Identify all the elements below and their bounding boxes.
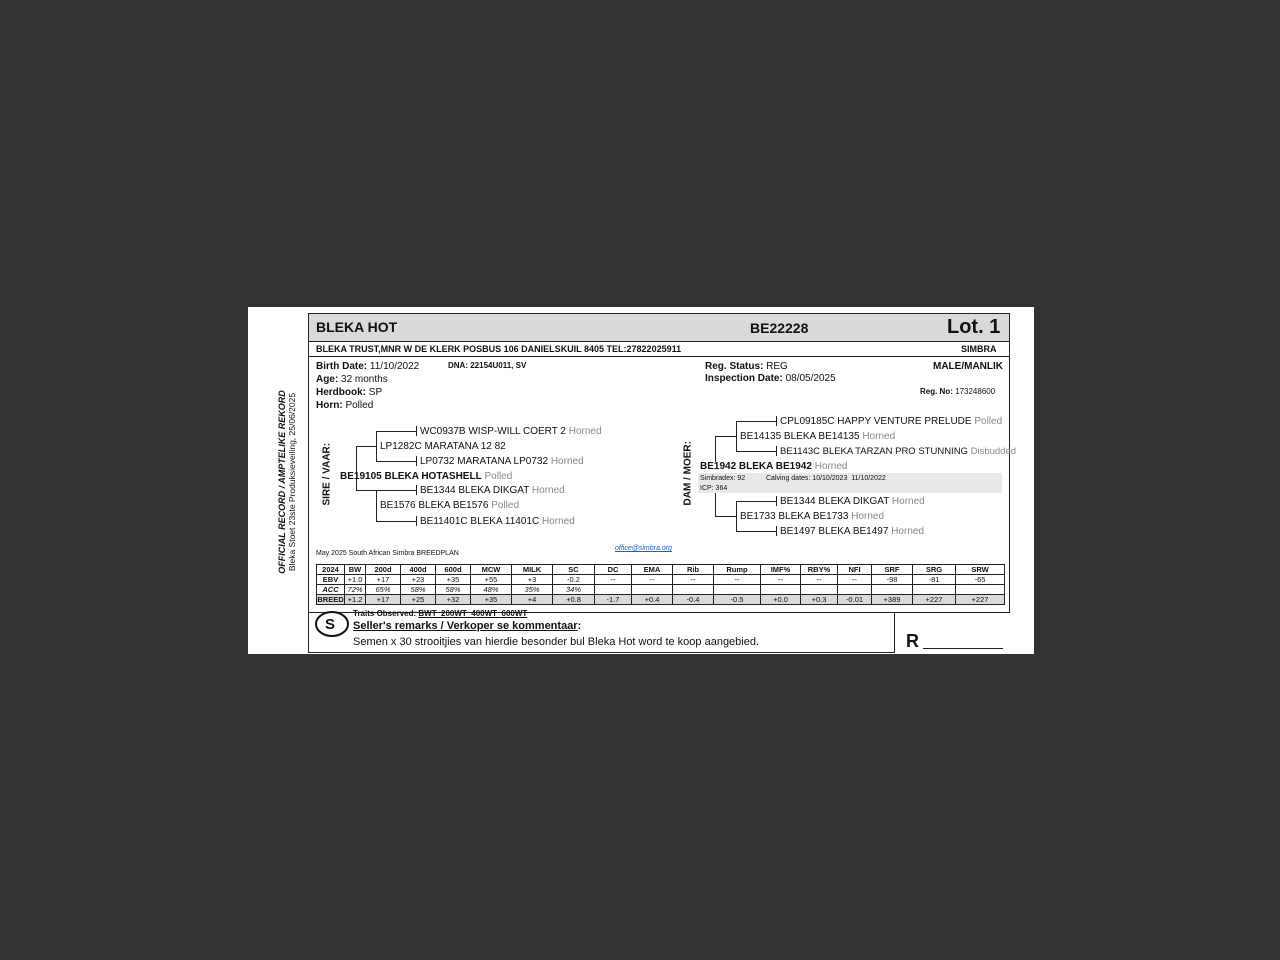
breed-cell-7: +0.8 bbox=[553, 595, 595, 605]
ebv-cell-14: -- bbox=[838, 575, 872, 585]
inspection-date-value: 08/05/2025 bbox=[785, 373, 836, 384]
breed-cell-2: +17 bbox=[366, 595, 401, 605]
ebv-cell-3: +23 bbox=[401, 575, 436, 585]
dam-bracket-top bbox=[715, 436, 716, 462]
traits-label: Traits Observed: bbox=[353, 609, 417, 618]
price-prefix: R bbox=[906, 631, 919, 651]
sire-horn: Polled bbox=[484, 471, 513, 482]
breed-row bbox=[317, 595, 1005, 605]
breed-cell-13: +0.3 bbox=[801, 595, 838, 605]
breed-cell-11: -0.5 bbox=[714, 595, 761, 605]
d-horn: Polled bbox=[491, 500, 520, 511]
ebv-cell-4: +35 bbox=[436, 575, 471, 585]
ebv-header-cell-0: 2024 bbox=[317, 565, 345, 575]
acc-cell-2: 65% bbox=[366, 585, 401, 595]
title-band bbox=[309, 314, 1009, 342]
acc-cell-3: 58% bbox=[401, 585, 436, 595]
reg-no-label: Reg. No: bbox=[920, 387, 953, 396]
breed-cell-17: +227 bbox=[956, 595, 1005, 605]
dna-value: 22154U011, SV bbox=[470, 361, 527, 370]
simbra-logo-icon bbox=[314, 607, 350, 639]
breed-cell-8: -1.7 bbox=[595, 595, 632, 605]
ebv-cell-2: +17 bbox=[366, 575, 401, 585]
acc-row bbox=[317, 585, 1005, 595]
traits-observed bbox=[353, 609, 527, 618]
dam-label: DAM / MOER: bbox=[682, 441, 694, 506]
acc-cell-9 bbox=[632, 585, 673, 595]
ebv-header-row bbox=[317, 565, 1005, 575]
breed-cell-0: BREED bbox=[317, 595, 344, 604]
ebv-cell-10: -- bbox=[673, 575, 714, 585]
dam-name: BE1942 BLEKA BE1942 bbox=[700, 461, 812, 472]
simbradex: Simbradex: 92 bbox=[700, 475, 746, 482]
owner-divider bbox=[309, 356, 1009, 357]
acc-cell-0: ACC bbox=[317, 585, 345, 595]
acc-cell-10 bbox=[673, 585, 714, 595]
price-line[interactable] bbox=[923, 648, 1003, 649]
ebv-header-cell-4: 600d bbox=[436, 565, 471, 575]
icp: ICP: 364 bbox=[700, 485, 728, 492]
breed-cell-9: +0.4 bbox=[632, 595, 673, 605]
ebv-cell-1: +1.0 bbox=[345, 575, 366, 585]
birth-date-label: Birth Date: bbox=[316, 361, 368, 372]
price-divider bbox=[894, 613, 895, 653]
breed-cell-10: -0.4 bbox=[673, 595, 714, 605]
dam-sd-horn: Disbudded bbox=[970, 446, 1017, 457]
reg-status-value: REG bbox=[766, 361, 788, 372]
dd-name: BE11401C BLEKA 11401C bbox=[420, 516, 540, 527]
ds-name: BE1344 BLEKA DIKGAT bbox=[420, 485, 530, 496]
ss-horn: Horned bbox=[568, 426, 602, 437]
ebv-cell-0: EBV bbox=[317, 575, 345, 585]
acc-cell-13 bbox=[801, 585, 838, 595]
birth-date bbox=[316, 361, 419, 372]
dam-sd-name: BE1143C BLEKA TARZAN PRO STUNNING bbox=[780, 446, 968, 457]
ebv-header-cell-3: 400d bbox=[401, 565, 436, 575]
breed-cell-5: +35 bbox=[471, 595, 512, 605]
ebv-cell-9: -- bbox=[632, 575, 673, 585]
breed-cell-3: +25 bbox=[401, 595, 436, 605]
dam-sire-dam bbox=[780, 446, 1016, 457]
ebv-header-cell-5: MCW bbox=[471, 565, 512, 575]
sire-sire-bracket bbox=[376, 431, 377, 461]
acc-cell-11 bbox=[714, 585, 761, 595]
dam-dd-horn: Horned bbox=[891, 526, 925, 537]
dna-label: DNA: bbox=[448, 361, 468, 370]
sire-label: SIRE / VAAR: bbox=[321, 442, 333, 506]
remarks-title-text: Seller's remarks / Verkoper se kommentaar bbox=[353, 620, 578, 632]
birth-date-value: 11/10/2022 bbox=[369, 361, 420, 372]
owner-details: BLEKA TRUST,MNR W DE KLERK POSBUS 106 DANIELSKUIL 8405 TEL:27822025911 bbox=[316, 344, 682, 354]
ebv-cell-8: -- bbox=[595, 575, 632, 585]
ds-horn: Horned bbox=[531, 485, 565, 496]
ebv-header-cell-2: 200d bbox=[366, 565, 401, 575]
animal-name: BLEKA HOT bbox=[316, 319, 398, 335]
breed-cell-6: +4 bbox=[512, 595, 553, 605]
dam-sire-sire bbox=[780, 416, 1002, 427]
acc-cell-12 bbox=[761, 585, 801, 595]
breed-cell-12: +0.0 bbox=[761, 595, 801, 605]
lot-number: Lot. 1 bbox=[947, 316, 1001, 338]
sd-horn: Horned bbox=[550, 456, 584, 467]
dam-ss-horn: Polled bbox=[974, 416, 1003, 427]
ebv-header-cell-11: Rump bbox=[714, 565, 761, 575]
dam-main bbox=[700, 461, 848, 472]
sire-dam bbox=[380, 500, 519, 511]
ebv-row bbox=[317, 575, 1005, 585]
traits-value: BWT 200WT 400WT 600WT bbox=[418, 609, 528, 618]
sire-dam-sire bbox=[420, 485, 565, 496]
side-caption bbox=[277, 332, 303, 632]
dam-ss-name: CPL09185C HAPPY VENTURE PRELUDE bbox=[780, 416, 972, 427]
acc-cell-5: 48% bbox=[471, 585, 512, 595]
sire-name: BE19105 BLEKA HOTASHELL bbox=[340, 471, 482, 482]
breed-cell-14: -0.01 bbox=[838, 595, 872, 605]
ebv-header-cell-15: SRF bbox=[872, 565, 913, 575]
dam-sire bbox=[740, 431, 895, 442]
ebv-header-cell-8: DC bbox=[595, 565, 632, 575]
ebv-header-cell-9: EMA bbox=[632, 565, 673, 575]
sire-sire bbox=[380, 441, 506, 452]
dam-dd-name: BE1497 BLEKA BE1497 bbox=[780, 526, 889, 537]
inspection-date-label: Inspection Date: bbox=[705, 373, 783, 384]
breedplan-caption: May 2025 South African Simbra BREEDPLAN bbox=[316, 550, 459, 557]
remarks-title: Seller's remarks / Verkoper se kommentaar: bbox=[353, 620, 582, 632]
acc-cell-4: 58% bbox=[436, 585, 471, 595]
ebv-cell-12: -- bbox=[761, 575, 801, 585]
breed-cell-1: +1.2 bbox=[345, 595, 366, 605]
sex: MALE/MANLIK bbox=[933, 361, 1003, 372]
acc-cell-8 bbox=[595, 585, 632, 595]
sire-sire-dam bbox=[420, 456, 584, 467]
dam-dam-dam bbox=[780, 526, 924, 537]
sale-name: Bleka Stoet 23ste Produksieveiling, 25/06/2025 bbox=[287, 392, 297, 572]
dam-d-horn: Horned bbox=[851, 511, 885, 522]
sire-dam-bracket bbox=[376, 490, 377, 521]
reg-no-value: 173248600 bbox=[955, 387, 996, 396]
ebv-table bbox=[316, 564, 1005, 605]
ebv-header-cell-13: RBY% bbox=[801, 565, 838, 575]
ebv-header-cell-14: NFI bbox=[838, 565, 872, 575]
horn-value: Polled bbox=[345, 400, 374, 411]
age bbox=[316, 374, 388, 385]
sire-bracket bbox=[356, 446, 357, 491]
dam-s-horn: Horned bbox=[862, 431, 896, 442]
inspection-date bbox=[705, 373, 836, 384]
breed-cell-16: +227 bbox=[913, 595, 956, 605]
d-name: BE1576 BLEKA BE1576 bbox=[380, 500, 489, 511]
ebv-cell-11: -- bbox=[714, 575, 761, 585]
acc-cell-16 bbox=[913, 585, 956, 595]
ss-name: WC0937B WISP-WILL COERT 2 bbox=[420, 426, 566, 437]
ebv-cell-17: -65 bbox=[956, 575, 1005, 585]
dd-horn: Horned bbox=[541, 516, 575, 527]
ebv-header-cell-17: SRW bbox=[956, 565, 1005, 575]
dam-s-name: BE14135 BLEKA BE14135 bbox=[740, 431, 860, 442]
sire-main bbox=[340, 471, 512, 482]
calving-dates: Calving dates: 10/10/2023 11/10/2022 bbox=[766, 475, 886, 482]
s-name: LP1282C MARATANA 12 82 bbox=[380, 441, 506, 452]
sire-dam-dam bbox=[420, 516, 575, 527]
dam-dam bbox=[740, 511, 884, 522]
dam-bracket-bottom bbox=[715, 493, 716, 516]
reg-status bbox=[705, 361, 788, 372]
dna-info bbox=[448, 361, 526, 370]
ebv-header-cell-12: IMF% bbox=[761, 565, 801, 575]
ebv-cell-7: -0.2 bbox=[553, 575, 595, 585]
age-label: Age: bbox=[316, 374, 339, 385]
sire-sire-sire bbox=[420, 426, 602, 437]
dam-horn: Horned bbox=[814, 461, 848, 472]
acc-cell-7: 34% bbox=[553, 585, 595, 595]
dam-ds-name: BE1344 BLEKA DIKGAT bbox=[780, 496, 890, 507]
ebv-cell-16: -81 bbox=[913, 575, 956, 585]
acc-cell-1: 72% bbox=[345, 585, 366, 595]
acc-cell-15 bbox=[872, 585, 913, 595]
ebv-header-cell-1: BW bbox=[345, 565, 366, 575]
acc-cell-6: 35% bbox=[512, 585, 553, 595]
ebv-cell-13: -- bbox=[801, 575, 838, 585]
ebv-header-cell-10: Rib bbox=[673, 565, 714, 575]
herdbook-label: Herdbook: bbox=[316, 387, 366, 398]
sd-name: LP0732 MARATANA LP0732 bbox=[420, 456, 549, 467]
acc-cell-14 bbox=[838, 585, 872, 595]
ebv-header-cell-16: SRG bbox=[913, 565, 956, 575]
remarks-text: Semen x 30 strooitjies van hierdie besonder bul Bleka Hot word te koop aangebied. bbox=[353, 636, 760, 648]
acc-cell-17 bbox=[956, 585, 1005, 595]
herdbook-value: SP bbox=[368, 387, 383, 398]
age-value: 32 months bbox=[341, 374, 388, 385]
ebv-header-cell-6: MILK bbox=[512, 565, 553, 575]
ebv-header-cell-7: SC bbox=[553, 565, 595, 575]
official-record-label: OFFICIAL RECORD / AMPTELIKE REKORD bbox=[277, 390, 287, 574]
reg-no bbox=[920, 387, 995, 396]
dam-d-name: BE1733 BLEKA BE1733 bbox=[740, 511, 849, 522]
registration-id: BE22228 bbox=[750, 320, 809, 336]
breed-cell-4: +32 bbox=[436, 595, 471, 605]
email-link[interactable]: office@simbra.org bbox=[615, 545, 672, 552]
ebv-cell-15: -98 bbox=[872, 575, 913, 585]
breed-name: SIMBRA bbox=[961, 344, 997, 354]
dam-dam-sire bbox=[780, 496, 925, 507]
horn-status bbox=[316, 400, 373, 411]
ebv-cell-5: +55 bbox=[471, 575, 512, 585]
herdbook bbox=[316, 387, 382, 398]
svg-text:S: S bbox=[325, 616, 336, 633]
ebv-cell-6: +3 bbox=[512, 575, 553, 585]
breed-cell-15: +389 bbox=[872, 595, 913, 605]
horn-label: Horn: bbox=[316, 400, 343, 411]
reg-status-label: Reg. Status: bbox=[705, 361, 764, 372]
dam-ds-horn: Horned bbox=[891, 496, 925, 507]
